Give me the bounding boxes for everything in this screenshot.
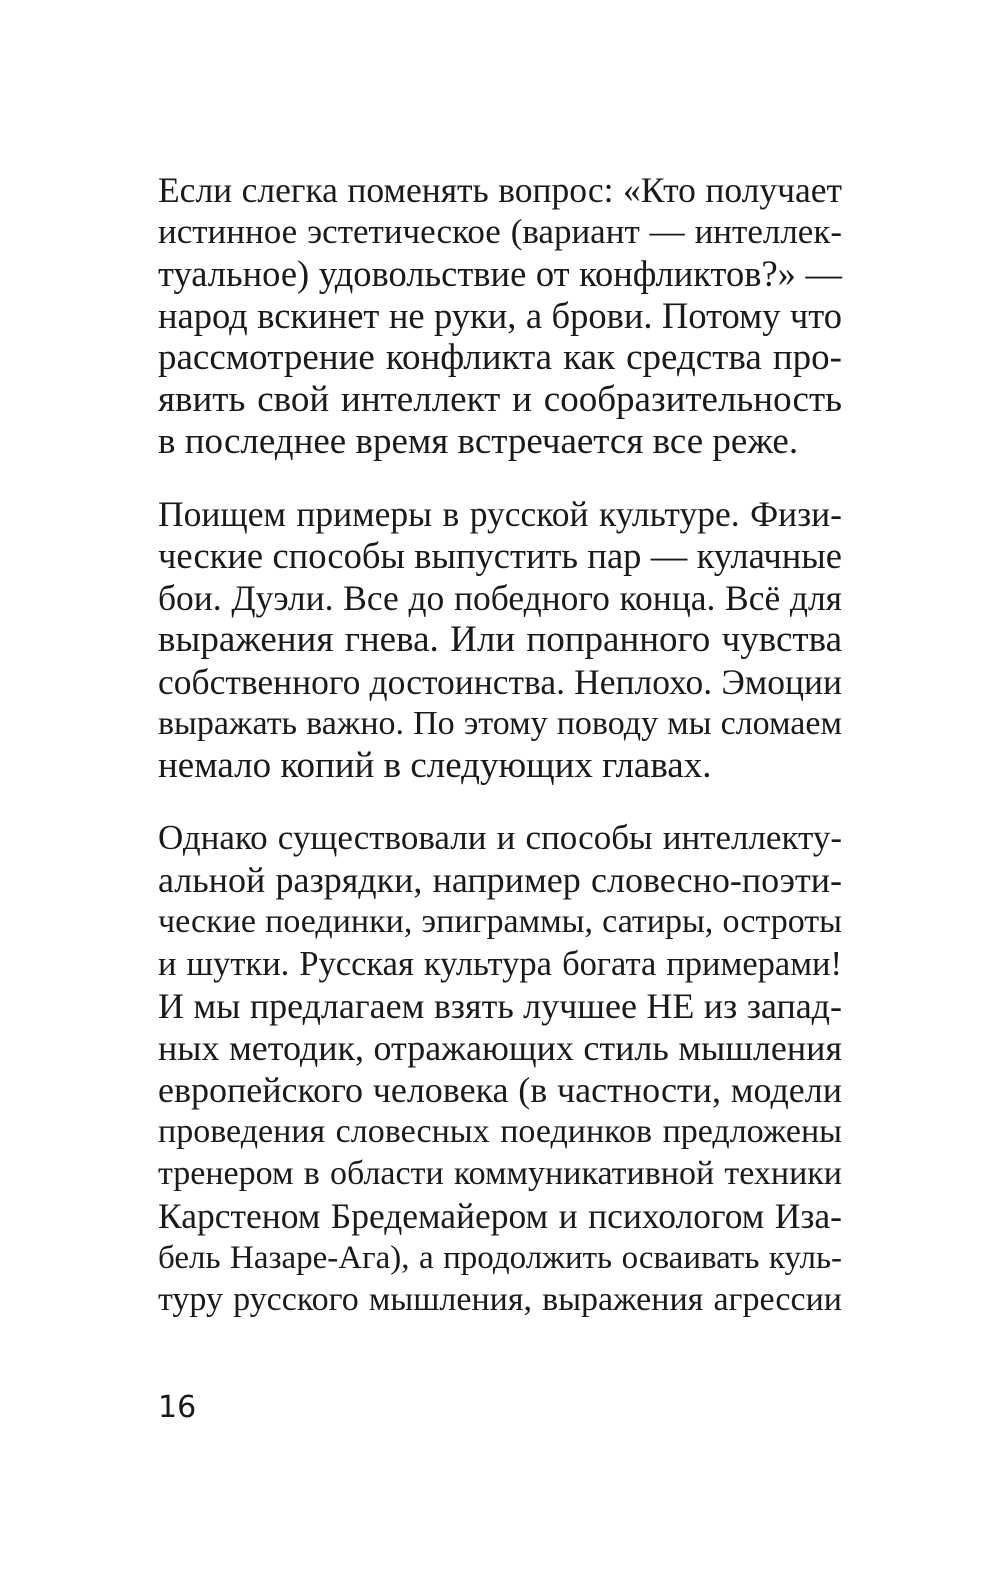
- paragraph-2: [158, 493, 842, 787]
- text-line: туру русского мышления, выражения агрессии: [158, 1281, 842, 1318]
- text-line: ческие способы выпустить пар — кулачные: [158, 535, 842, 576]
- text-line: выражения гнева. Или попранного чувства: [158, 619, 842, 660]
- text-line: ных методик, отражающих стиль мышления: [158, 1028, 842, 1068]
- text-line: выражать важно. По этому поводу мы сломаем: [158, 705, 842, 742]
- text-line: бои. Дуэли. Все до победного конца. Всё для: [158, 578, 842, 618]
- text-line: туальное) удовольствие от конфликтов?» —: [158, 253, 842, 294]
- paragraph-3: [158, 817, 842, 1321]
- text-line: Поищем примеры в русской культуре. Физи-: [158, 494, 842, 534]
- text-line: альной разрядки, например словесно-поэти-: [158, 860, 842, 900]
- text-line: немало копий в следующих главах.: [158, 745, 712, 786]
- text-line: и шутки. Русская культура богата примерами!: [158, 945, 842, 983]
- text-line: Карстеном Бредемайером и психологом Иза-: [158, 1196, 842, 1236]
- text-line: в последнее время встречается все реже.: [158, 421, 799, 462]
- text-line: народ вскинет не руки, а брови. Потому что: [158, 295, 842, 336]
- text-line: проведения словесных поединков предложены: [158, 1113, 842, 1150]
- text-line: И мы предлагаем взять лучшее НЕ из запад-: [158, 986, 842, 1026]
- text-line: явить свой интеллект и сообразительность: [158, 379, 842, 420]
- text-line: Однако существовали и способы интеллекту-: [158, 818, 842, 857]
- text-line: истинное эстетическое (вариант — интеллек-: [158, 212, 842, 251]
- text-line: бель Назаре-Ага), а продолжить осваивать куль-: [158, 1240, 842, 1276]
- page-number: 16: [158, 1390, 197, 1425]
- text-line: ческие поединки, эпиграммы, сатиры, остроты: [158, 903, 842, 940]
- text-line: собственного достоинства. Неплохо. Эмоции: [158, 662, 842, 702]
- text-line: рассмотрение конфликта как средства про-: [158, 337, 842, 378]
- text-line: Если слегка поменять вопрос: «Кто получает: [158, 170, 842, 210]
- text-line: европейского человека (в частности, модели: [158, 1070, 842, 1110]
- paragraph-1: [158, 169, 842, 463]
- text-line: тренером в области коммуникативной техники: [158, 1155, 842, 1192]
